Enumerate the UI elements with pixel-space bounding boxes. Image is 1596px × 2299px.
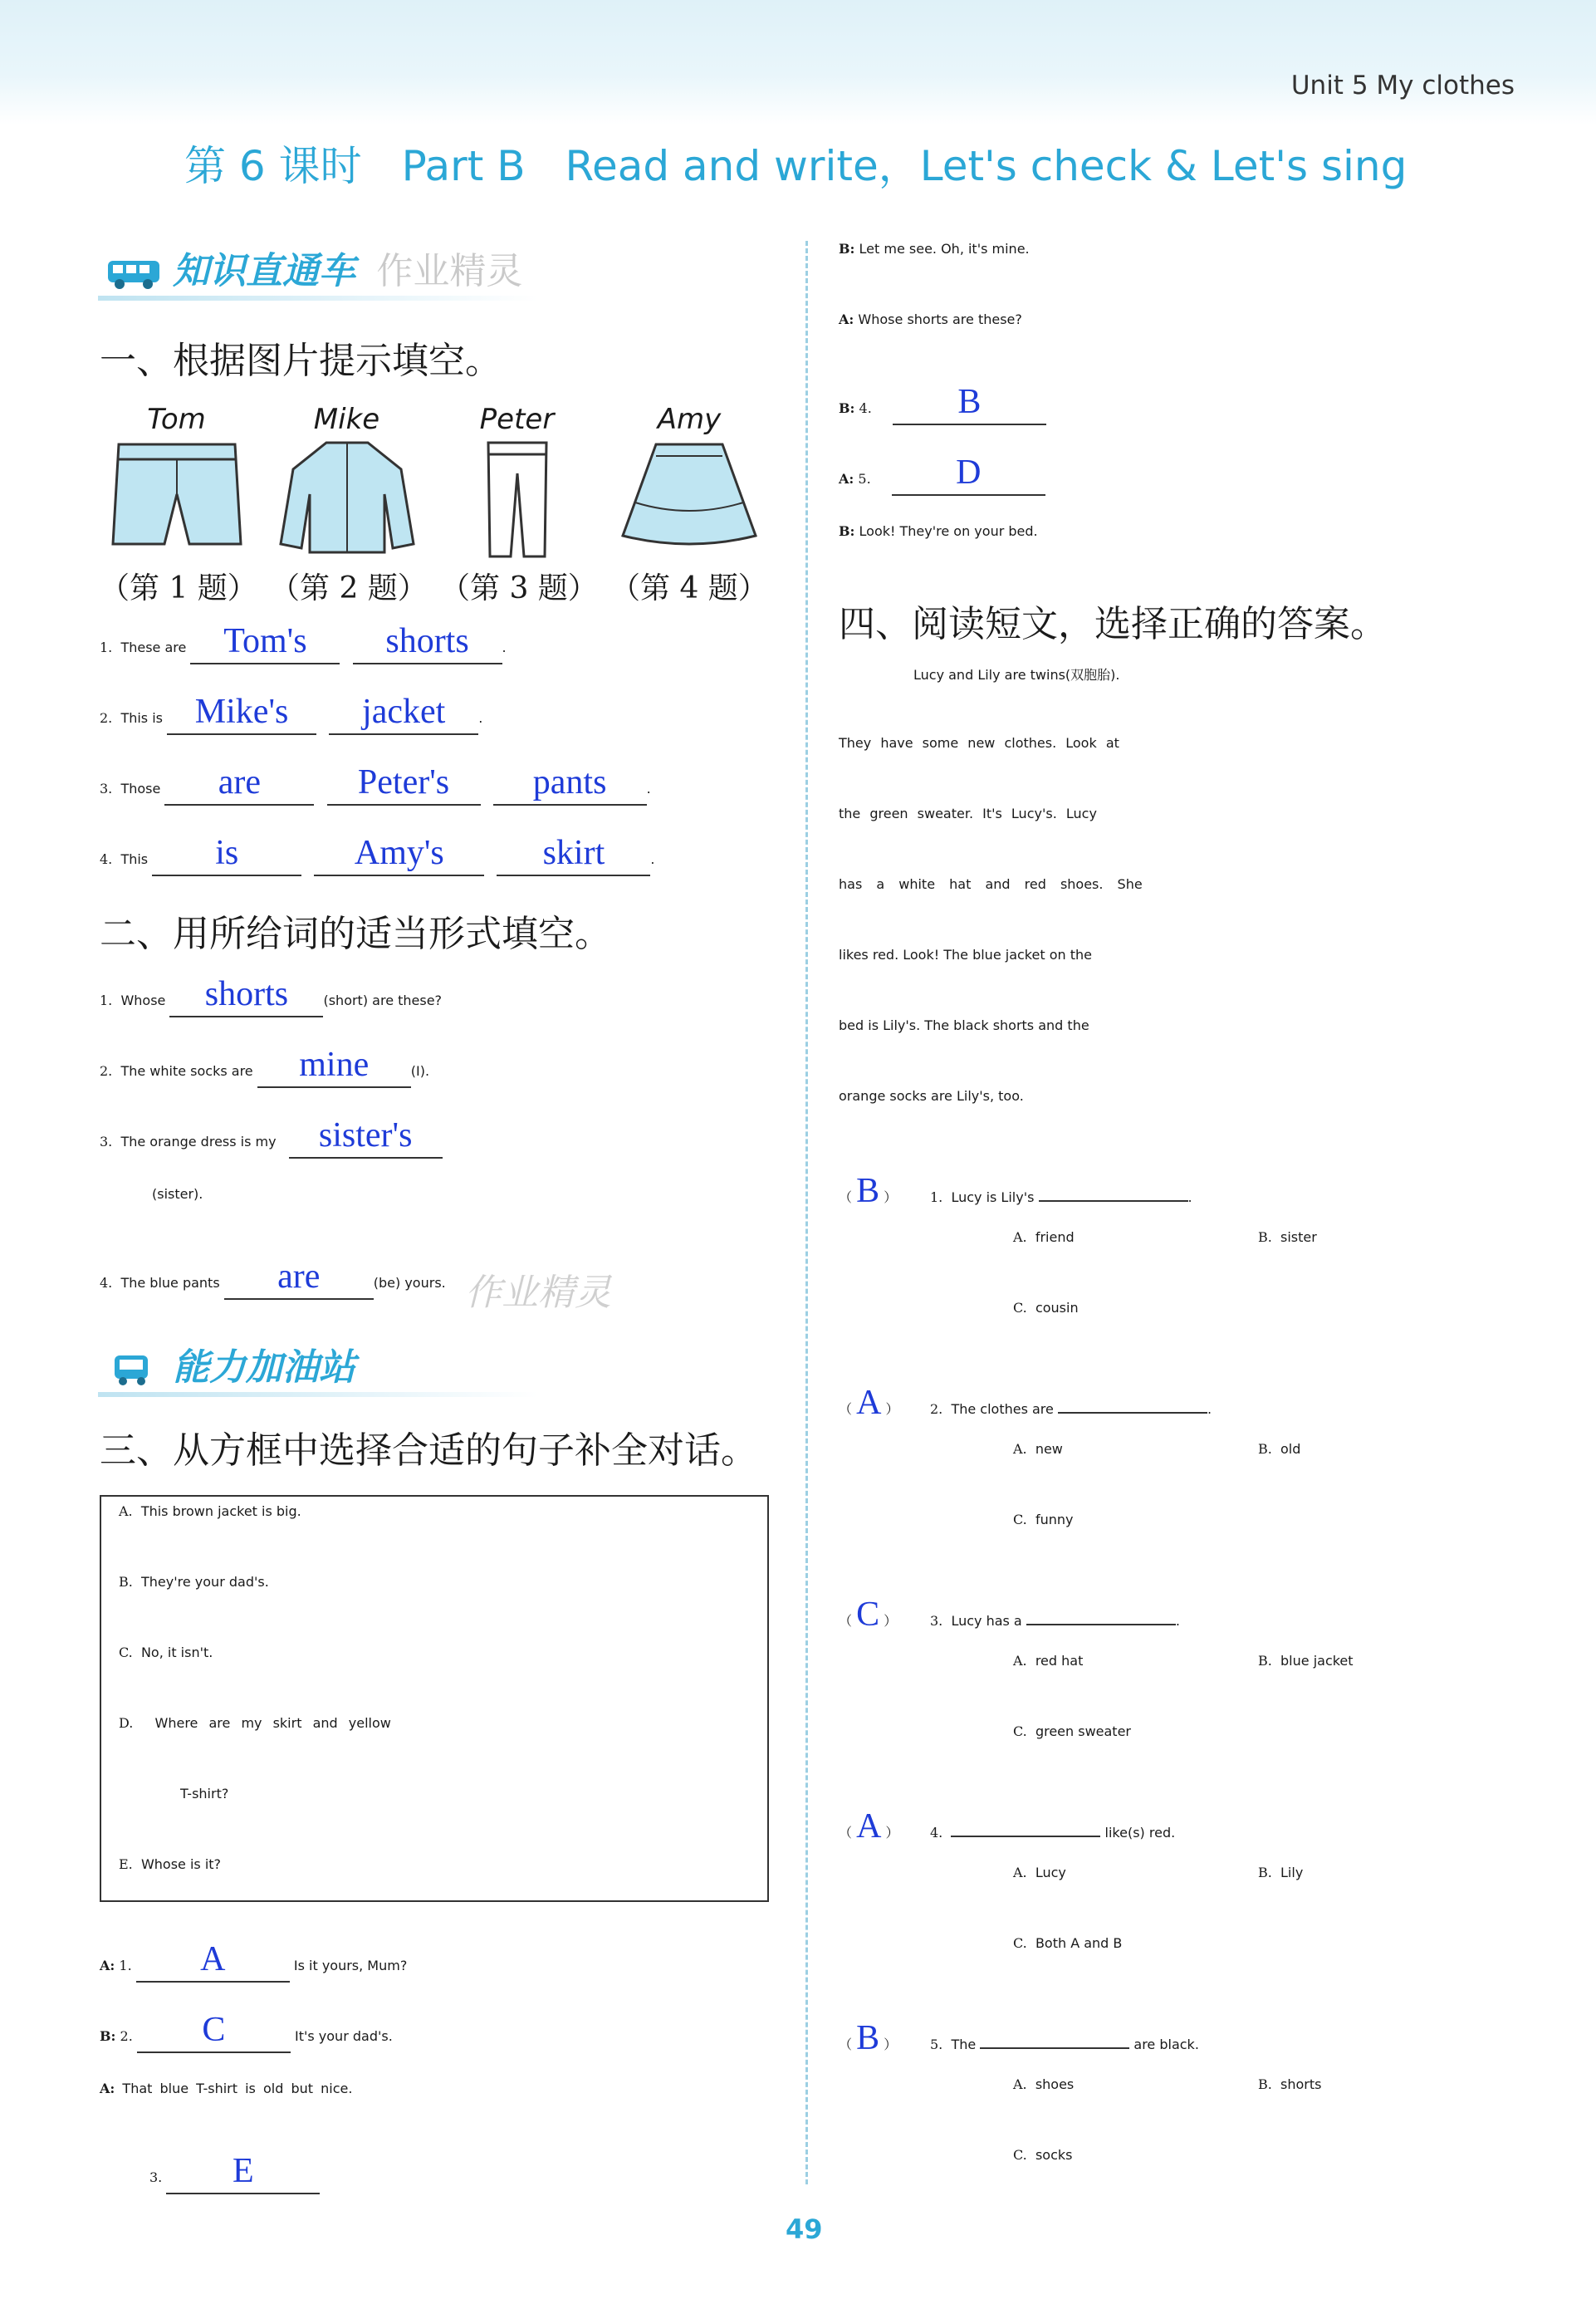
mc-question-3: （ C ） 3. Lucy has a . (839, 1582, 1180, 1635)
mc-answer[interactable]: A (856, 1807, 882, 1846)
mc-option[interactable]: B. Lily (1258, 1865, 1304, 1880)
answer-blank[interactable]: Mike's (167, 692, 316, 735)
option-d: D. Where are my skirt and yellow (119, 1715, 391, 1731)
answer-blank[interactable]: Tom's (190, 621, 340, 664)
answer-blank[interactable]: skirt (497, 833, 650, 876)
mc-question-2: （ A ） 2. The clothes are . (839, 1370, 1212, 1423)
mc-option[interactable]: C. funny (1013, 1512, 1074, 1527)
q1-item-3: 3. Those are Peter's pants . (100, 762, 651, 806)
dialogue-2: B: 2. C It's your dad's. (100, 2010, 393, 2053)
watermark: 作业精灵 (376, 250, 523, 292)
figure-caption-1: （第 1 题） (100, 571, 257, 605)
lesson-number: 第 6 课时 (184, 142, 362, 190)
dialogue-6: A: Whose shorts are these? (839, 311, 1022, 327)
mc-question-4: （ A ） 4. like(s) red. (839, 1794, 1175, 1846)
q1-item-4: 4. This is Amy's skirt . (100, 833, 655, 876)
unit-label: Unit 5 My clothes (1290, 71, 1515, 100)
option-e: E. Whose is it? (119, 1856, 222, 1872)
bus-icon (106, 256, 164, 291)
dialogue-9: B: Look! They're on your bed. (839, 523, 1038, 539)
mc-option[interactable]: C. green sweater (1013, 1723, 1131, 1739)
dialogue-3: A: That blue T-shirt is old but nice. (100, 2081, 353, 2096)
option-b: B. They're your dad's. (119, 1574, 269, 1590)
mc-option[interactable]: B. blue jacket (1258, 1653, 1354, 1669)
lesson-title (184, 133, 1407, 193)
q1-item-2: 2. This is Mike's jacket . (100, 692, 482, 735)
figure-name: Tom (147, 403, 206, 436)
answer-blank[interactable]: B (893, 382, 1046, 425)
mc-option[interactable]: A. new (1013, 1441, 1063, 1457)
option-c: C. No, it isn't. (119, 1645, 213, 1660)
q4-title: 四、阅读短文，选择正确的答案。 (839, 603, 1387, 645)
option-d-cont: T-shirt? (180, 1786, 229, 1801)
mc-answer[interactable]: A (856, 1384, 882, 1422)
answer-blank[interactable]: sister's (289, 1115, 443, 1159)
figure-caption-2: （第 2 题） (270, 571, 428, 605)
dialogue-5: B: Let me see. Oh, it's mine. (839, 241, 1030, 257)
mc-option[interactable]: B. shorts (1258, 2076, 1322, 2092)
pants-icon (447, 436, 588, 561)
figure-tom (104, 403, 249, 556)
page-number: 49 (786, 2213, 823, 2245)
mc-question-1: （ B ） 1. Lucy is Lily's . (839, 1159, 1192, 1211)
dialogue-8: A: 5. D (839, 453, 1045, 496)
answer-blank[interactable]: E (166, 2151, 320, 2194)
answer-blank[interactable]: pants (493, 762, 647, 806)
header-band (0, 0, 1596, 125)
option-a: A. This brown jacket is big. (119, 1503, 301, 1519)
mc-question-5: （ B ） 5. The are black. (839, 2006, 1199, 2058)
answer-blank[interactable]: C (137, 2010, 291, 2053)
passage-line: orange socks are Lily's, too. (839, 1088, 1024, 1104)
passage-line: They have some new clothes. Look at (839, 735, 1119, 751)
q2-item-2: 2. The white socks are mine (I). (100, 1045, 429, 1088)
mc-option[interactable]: A. friend (1013, 1229, 1075, 1245)
figure-peter (444, 403, 590, 564)
mc-option[interactable]: C. Both A and B (1013, 1935, 1123, 1951)
figure-caption-3: （第 3 题） (440, 571, 598, 605)
q1-title: 一、根据图片提示填空。 (100, 340, 502, 382)
passage-line: bed is Lily's. The black shorts and the (839, 1017, 1089, 1033)
skirt-icon (614, 436, 764, 552)
mc-option[interactable]: A. Lucy (1013, 1865, 1066, 1880)
figure-amy (610, 403, 768, 556)
column-divider (805, 241, 808, 2184)
answer-blank[interactable]: shorts (169, 974, 323, 1017)
watermark: 作业精灵 (465, 1272, 611, 1314)
q2-item-3-cont: (sister). (152, 1186, 203, 1202)
mc-option[interactable]: B. sister (1258, 1229, 1317, 1245)
answer-blank[interactable]: A (136, 1939, 290, 1983)
passage-line: the green sweater. It's Lucy's. Lucy (839, 806, 1097, 821)
mc-option[interactable]: C. socks (1013, 2147, 1073, 2163)
q2-item-4: 4. The blue pants are (be) yours. (100, 1257, 446, 1300)
figure-caption-4: （第 4 题） (610, 571, 768, 605)
lesson-part: Part B (401, 142, 526, 190)
figure-name: Peter (479, 403, 555, 436)
section-ability (106, 1337, 355, 1390)
q2-item-1: 1. Whose shorts (short) are these? (100, 974, 442, 1017)
answer-blank[interactable]: shorts (353, 621, 502, 664)
jacket-icon (277, 436, 418, 556)
lesson-topic: Read and write，Let's check & Let's sing (565, 142, 1408, 190)
answer-blank[interactable]: D (892, 453, 1045, 496)
answer-blank[interactable]: is (152, 833, 301, 876)
dialogue-4: 3. E (149, 2151, 320, 2194)
answer-blank[interactable]: are (224, 1257, 374, 1300)
section-knowledge (106, 241, 522, 294)
answer-blank[interactable]: jacket (329, 692, 478, 735)
figure-mike (274, 403, 419, 560)
dialogue-1: A: 1. A Is it yours, Mum? (100, 1939, 407, 1983)
shorts-icon (106, 436, 247, 552)
q2-item-3: 3. The orange dress is my sister's (100, 1115, 443, 1159)
q1-item-1: 1. These are Tom's shorts . (100, 621, 507, 664)
mc-option[interactable]: C. cousin (1013, 1300, 1079, 1316)
passage-line: has a white hat and red shoes. She (839, 876, 1143, 892)
answer-blank[interactable]: are (164, 762, 314, 806)
vehicle-icon (106, 1352, 164, 1387)
section-knowledge-title: 知识直通车 (173, 250, 355, 292)
mc-answer[interactable]: C (856, 1596, 880, 1634)
passage-line: likes red. Look! The blue jacket on the (839, 947, 1092, 963)
options-box (100, 1495, 769, 1902)
mc-option[interactable]: B. old (1258, 1441, 1301, 1457)
q3-title: 三、从方框中选择合适的句子补全对话。 (100, 1429, 757, 1472)
answer-blank[interactable]: Amy's (314, 833, 484, 876)
mc-option[interactable]: A. shoes (1013, 2076, 1075, 2092)
answer-blank[interactable]: mine (257, 1045, 411, 1088)
figure-name: Amy (657, 403, 722, 436)
section-ability-title: 能力加油站 (173, 1346, 355, 1389)
passage-line: Lucy and Lily are twins(双胞胎). (913, 667, 1120, 683)
q2-title: 二、用所给词的适当形式填空。 (100, 913, 611, 955)
dialogue-7: B: 4. B (839, 382, 1046, 425)
mc-option[interactable]: A. red hat (1013, 1653, 1084, 1669)
mc-answer[interactable]: B (856, 2019, 880, 2057)
answer-blank[interactable]: Peter's (327, 762, 481, 806)
mc-answer[interactable]: B (856, 1172, 880, 1210)
figure-name: Mike (313, 403, 380, 436)
